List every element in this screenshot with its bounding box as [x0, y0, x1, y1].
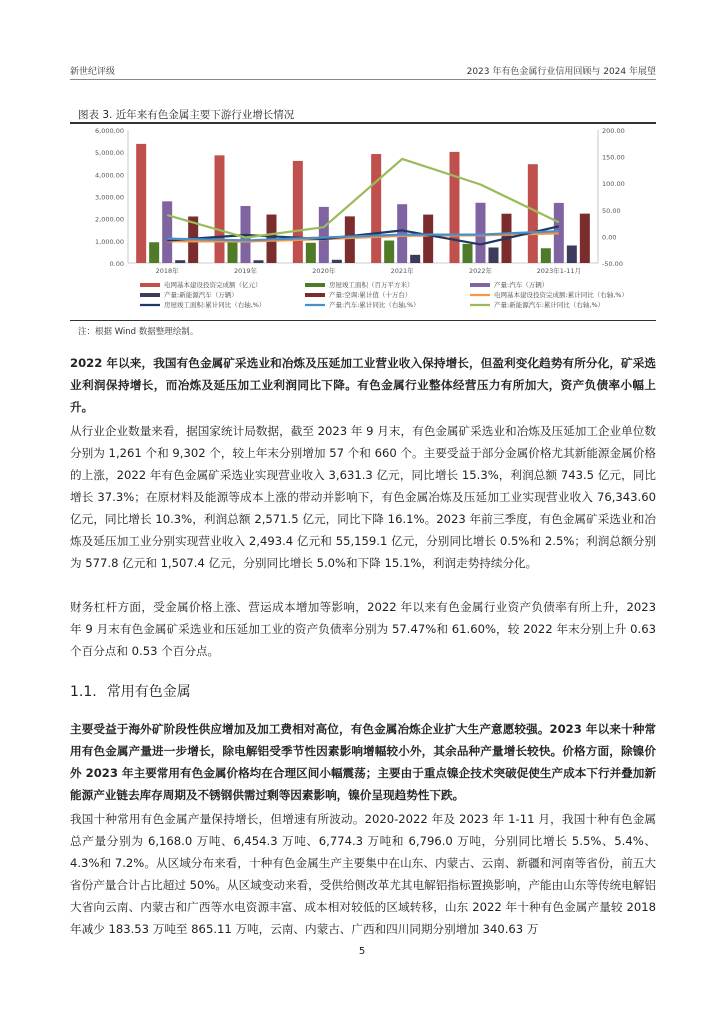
left-tick-label: 0.00 [109, 260, 124, 268]
right-tick-label: -50.00 [602, 260, 623, 268]
header-rule [70, 79, 656, 80]
bar [332, 260, 342, 263]
right-tick-label: 50.00 [602, 206, 621, 215]
bar [162, 201, 172, 263]
bar [215, 155, 225, 263]
bar [254, 260, 264, 263]
left-tick-label: 4,000.00 [95, 171, 124, 180]
bar [371, 154, 381, 263]
category-label: 2023年1-11月 [536, 267, 581, 275]
legend-label: 电网基本建设投资完成额（亿元） [164, 281, 262, 289]
page-number: 5 [358, 946, 366, 957]
bar [175, 260, 185, 263]
bar [580, 214, 590, 263]
legend-swatch [140, 293, 160, 297]
bar [489, 247, 499, 263]
summary-paragraph-4: 主要受益于海外矿阶段性供应增加及加工费相对高位，有色金属冶炼企业扩大生产意愿较强。2023 年以来十种常用有色金属产量进一步增长，除电解铝受季节性因素影响增幅较小外，其余品种产量增长较快。价格方面，除镍价外 2023 年主要常用有色金属价格均在合理区间小幅震荡；主要由于重点镍企技术突破促使生产成本下行并叠加新能源产业链去库存周期及不锈钢供需过剩等因素影响，镍价呈现趋势性下跌。 [70, 722, 656, 802]
figure-title: 图表 3. 近年来有色金属主要下游行业增长情况 [78, 109, 295, 121]
bar [450, 152, 460, 263]
legend-label: 产量:新能源汽车:累计同比（右轴,%） [494, 301, 605, 309]
bar [319, 207, 329, 263]
legend-swatch [305, 293, 325, 297]
legend-label: 产量:汽车（万辆） [494, 281, 549, 289]
legend-label: 房屋竣工面积:累计同比（右轴,%） [164, 301, 266, 309]
bar [476, 203, 486, 263]
left-tick-label: 2,000.00 [95, 215, 124, 224]
figure-bottom-rule [70, 320, 656, 321]
legend-label: 产量:汽车:累计同比（右轴,%） [329, 301, 420, 309]
right-tick-label: 200.00 [602, 127, 625, 135]
bar [149, 242, 159, 263]
bar [345, 216, 355, 263]
category-label: 2019年 [233, 267, 258, 275]
series-line [167, 159, 559, 238]
legend-label: 产量:空调:累计值（十万台） [329, 291, 412, 299]
category-label: 2018年 [155, 267, 179, 275]
body-paragraph-5: 我国十种常用有色金属产量保持增长，但增速有所波动。2020-2022 年及 2023 年 1-11 月，我国十种有色金属总产量分别为 6,168.0 万吨、6,454.3 万吨、6,774.3 万吨和 6,796.0 万吨，分别同比增长 5.5%、5.4%、4.3%和 7.2%。从区域分布来看，十种有色金属生产主要集中在山东、内蒙古、云南、新疆和河南等省份，前五大省份产量合计占比超过 50%。从区域变动来看，受供给侧改革尤其电解铝指标置换影响，产能由山东等传统电解铝大省向云南、内蒙古和广西等水电资源丰富、成本相对较低的区域转移，山东 2022 年十种有色金属产量较 2018 年减少 183.53 万吨至 865.11 万吨，云南、内蒙古、广西和四川同期分别增加 340.63 万 [70, 812, 656, 936]
category-label: 2021年 [390, 267, 414, 275]
left-tick-label: 6,000.00 [95, 127, 124, 135]
bar [228, 242, 238, 263]
section-heading [70, 681, 191, 701]
bar [293, 161, 303, 263]
growth-chart [70, 124, 656, 320]
bar [306, 243, 316, 263]
bar [567, 245, 577, 263]
bar [384, 241, 394, 263]
bar [410, 255, 420, 263]
legend-label: 电网基本建设投资完成额:累计同比（右轴,%） [494, 291, 628, 299]
bar [423, 215, 433, 263]
left-tick-label: 5,000.00 [95, 149, 124, 158]
left-tick-label: 1,000.00 [95, 237, 124, 246]
legend-swatch [470, 283, 490, 287]
category-label: 2022年 [468, 267, 493, 275]
bar [541, 248, 551, 263]
category-label: 2020年 [312, 267, 336, 275]
figure-note: 注：根据 Wind 数据整理绘制。 [78, 327, 199, 337]
bar [136, 144, 146, 263]
right-tick-label: 100.00 [602, 180, 625, 189]
section-title: 常用有色金属 [106, 684, 191, 700]
legend-label: 房屋竣工面积（百万平方米） [329, 281, 414, 289]
section-number: 1.1. [70, 684, 97, 700]
left-tick-label: 3,000.00 [95, 193, 124, 202]
legend-swatch [305, 283, 325, 287]
legend-label: 产量:新能源汽车（万辆） [164, 291, 238, 299]
body-paragraph-2: 从行业企业数量来看，据国家统计局数据，截至 2023 年 9 月末，有色金属矿采选业和冶炼及压延加工企业单位数分别为 1,261 个和 9,302 个，较上年末分别增加 57 个和 660 个。主要受益于部分金属价格尤其新能源金属价格的上涨，2022 年有色金属矿采选业实现营业收入 3,631.3 亿元，同比增长 15.3%，利润总额 743.5 亿元，同比增长 37.3%；在原材料及能源等成本上涨的带动并影响下，有色金属冶炼及压延加工业实现营业收入 76,343.60 亿元，同比增长 10.3%，利润总额 2,571.5 亿元，同比下降 16.1%。2023 年前三季度，有色金属矿采选业和冶炼及延压加工业分别实现营业收入 2,493.4 亿元和 55,159.1 亿元，分别同比增长 0.5%和 2.5%；利润总额分别为 577.8 亿元和 1,507.4 亿元，分别同比增长 5.0%和下降 15.1%，利润走势持续分化。 [70, 424, 656, 570]
header-right: 2023 年有色金属行业信用回顾与 2024 年展望 [466, 67, 656, 77]
right-tick-label: 150.00 [602, 153, 625, 162]
bar [463, 244, 473, 263]
summary-paragraph-1: 2022 年以来，我国有色金属矿采选业和冶炼及压延加工业营业收入保持增长，但盈利变化趋势有所分化，矿采选业利润保持增长，而冶炼及延压加工业利润同比下降。有色金属行业整体经营压力有所加大，资产负债率小幅上升。 [70, 356, 656, 414]
right-tick-label: 0.00 [602, 233, 617, 242]
bar [528, 164, 538, 263]
body-paragraph-3: 财务杠杆方面，受金属价格上涨、营运成本增加等影响，2022 年以来有色金属行业资产负债率有所上升，2023 年 9 月末有色金属矿采选业和压延加工业的资产负债率分别为 57.47%和 61.60%，较 2022 年末分别上升 0.63 个百分点和 0.53 个百分点。 [70, 600, 656, 658]
header-left: 新世纪评级 [70, 67, 116, 77]
legend-swatch [140, 283, 160, 287]
